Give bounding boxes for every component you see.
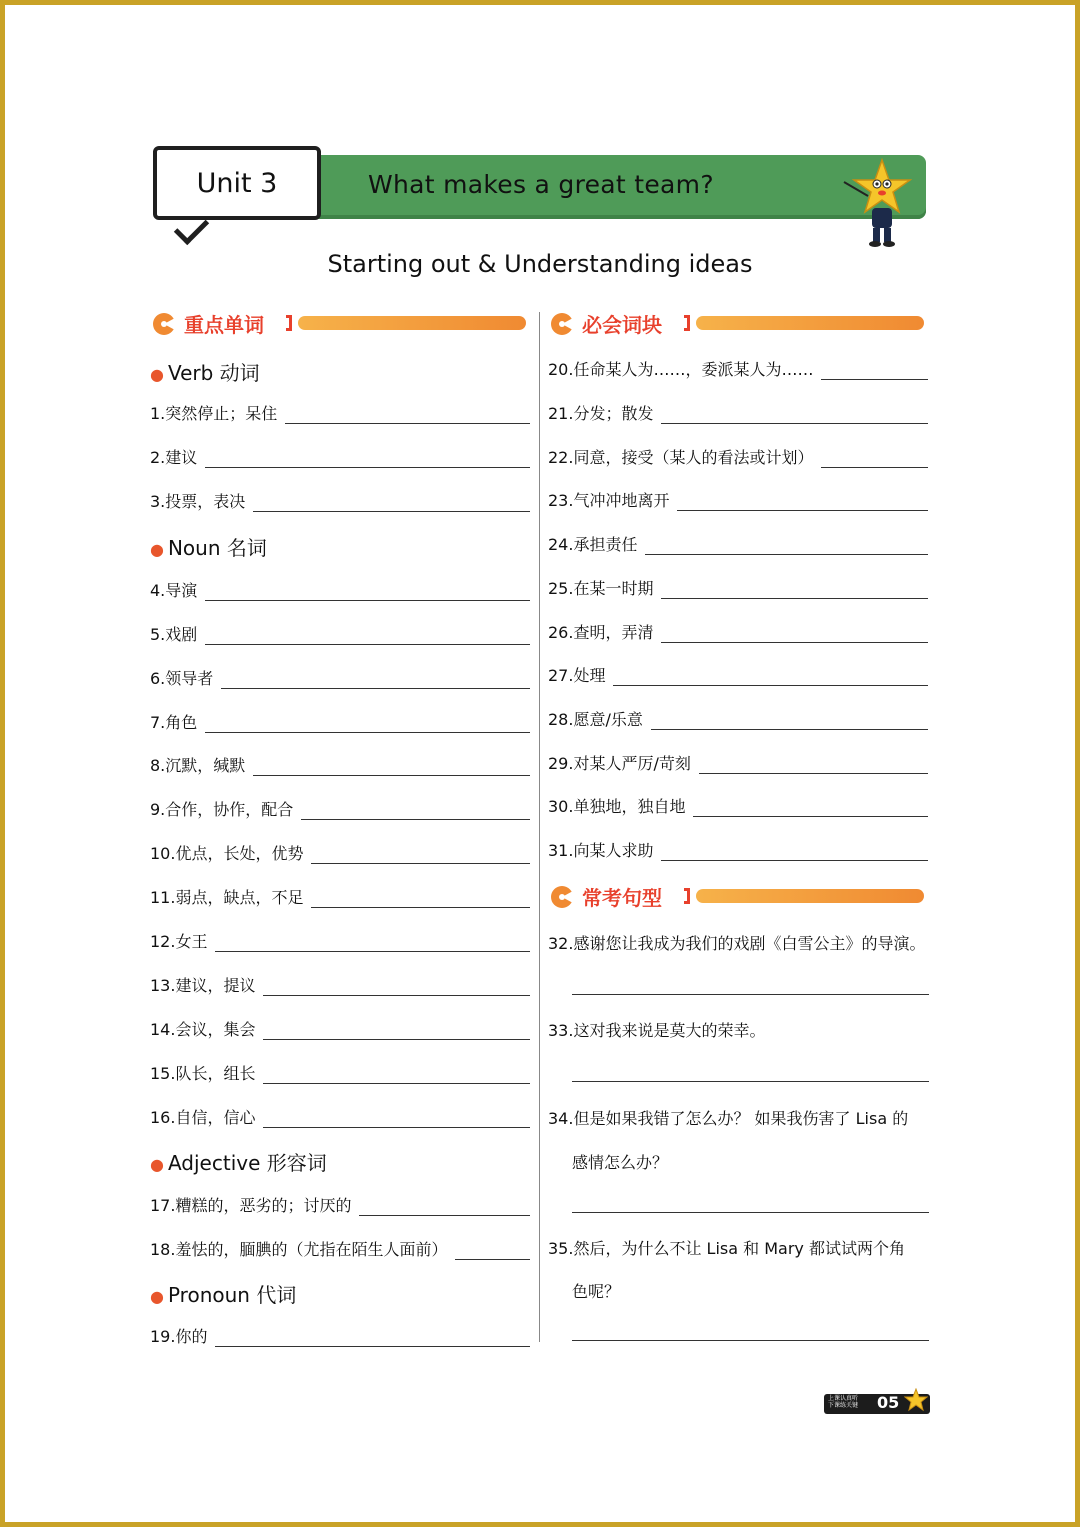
item-label: 10.优点，长处，优势 bbox=[150, 844, 304, 863]
vocab-item-5 bbox=[150, 621, 530, 645]
section-header-phrases bbox=[550, 310, 924, 338]
section-bar bbox=[298, 316, 526, 330]
vocab-item-13 bbox=[150, 972, 530, 996]
item-label: 5.戏剧 bbox=[150, 625, 198, 644]
item-label: 12.女王 bbox=[150, 932, 208, 951]
bracket-decoration bbox=[684, 888, 690, 904]
item-label: 23.气冲冲地离开 bbox=[548, 491, 670, 510]
phrase-item-24 bbox=[548, 531, 928, 555]
section-header-sentences bbox=[550, 883, 924, 911]
footer-tagline bbox=[828, 1395, 858, 1409]
phrase-item-28 bbox=[548, 706, 928, 730]
star-mascot-icon bbox=[842, 156, 916, 248]
section-title-sentences: 常考句型 bbox=[582, 886, 662, 910]
footer-tagline-2: 下课练关键 bbox=[828, 1402, 859, 1409]
answer-blank[interactable] bbox=[285, 409, 530, 424]
phrase-item-20 bbox=[548, 356, 928, 380]
answer-blank[interactable] bbox=[311, 893, 530, 908]
section-bar bbox=[696, 316, 924, 330]
footer-tagline-1: 上课认真听 bbox=[828, 1395, 859, 1402]
phrase-item-21 bbox=[548, 400, 928, 424]
vocab-item-12 bbox=[150, 928, 530, 952]
answer-blank[interactable] bbox=[661, 628, 928, 643]
answer-blank[interactable] bbox=[221, 674, 530, 689]
answer-line-35[interactable] bbox=[572, 1340, 929, 1341]
item-label: 28.愿意/乐意 bbox=[548, 710, 643, 729]
sentence-35-line1: 35.然后，为什么不让 Lisa 和 Mary 都试试两个角 bbox=[548, 1239, 905, 1258]
vocab-item-4 bbox=[150, 577, 530, 601]
item-label: 27.处理 bbox=[548, 666, 606, 685]
item-label: 1.突然停止；呆住 bbox=[150, 404, 278, 423]
answer-blank[interactable] bbox=[677, 496, 928, 511]
category-label: Adjective 形容词 bbox=[167, 1151, 327, 1175]
answer-blank[interactable] bbox=[253, 497, 530, 512]
vocab-item-16 bbox=[150, 1104, 530, 1128]
answer-blank[interactable] bbox=[821, 453, 928, 468]
section-bar bbox=[696, 889, 924, 903]
vocab-item-2 bbox=[150, 444, 530, 468]
sentence-33: 33.这对我来说是莫大的荣幸。 bbox=[548, 1021, 766, 1040]
vocab-item-15 bbox=[150, 1060, 530, 1084]
bracket-decoration bbox=[684, 315, 690, 331]
answer-blank[interactable] bbox=[613, 671, 928, 686]
phrase-item-27 bbox=[548, 662, 928, 686]
vocab-item-1 bbox=[150, 400, 530, 424]
phrase-item-30 bbox=[548, 793, 928, 817]
footer-star-icon bbox=[904, 1388, 928, 1412]
vocab-item-8 bbox=[150, 752, 530, 776]
section-title-phrases: 必会词块 bbox=[582, 313, 662, 337]
answer-blank[interactable] bbox=[205, 718, 530, 733]
answer-blank[interactable] bbox=[455, 1245, 530, 1260]
vocab-item-10 bbox=[150, 840, 530, 864]
page-number: 05 bbox=[877, 1393, 900, 1412]
sentence-35-line2: 色呢？ bbox=[572, 1282, 621, 1301]
item-label: 15.队长，组长 bbox=[150, 1064, 256, 1083]
phrase-item-25 bbox=[548, 575, 928, 599]
page-footer bbox=[824, 1390, 930, 1416]
answer-blank[interactable] bbox=[263, 981, 530, 996]
category-noun bbox=[150, 532, 267, 561]
item-label: 18.羞怯的，腼腆的（尤指在陌生人面前） bbox=[150, 1240, 448, 1259]
item-label: 6.领导者 bbox=[150, 669, 214, 688]
page-subtitle: Starting out & Understanding ideas bbox=[327, 250, 753, 278]
vocab-item-11 bbox=[150, 884, 530, 908]
item-label: 11.弱点，缺点，不足 bbox=[150, 888, 304, 907]
vocab-item-7 bbox=[150, 709, 530, 733]
vocab-item-19 bbox=[150, 1323, 530, 1347]
bullet-dot: ● bbox=[150, 540, 164, 559]
sentence-34-line1: 34.但是如果我错了怎么办？ 如果我伤害了 Lisa 的 bbox=[548, 1109, 909, 1128]
item-label: 3.投票，表决 bbox=[150, 492, 246, 511]
category-label: Noun 名词 bbox=[167, 536, 267, 560]
category-verb bbox=[150, 357, 260, 386]
category-label: Verb 动词 bbox=[167, 361, 260, 385]
vocab-item-14 bbox=[150, 1016, 530, 1040]
unit-title: What makes a great team? bbox=[368, 170, 714, 199]
category-label: Pronoun 代词 bbox=[167, 1283, 297, 1307]
phrase-item-29 bbox=[548, 750, 928, 774]
sentence-32: 32.感谢您让我成为我们的戏剧《白雪公主》的导演。 bbox=[548, 934, 926, 953]
unit-label: Unit 3 bbox=[153, 146, 321, 220]
vocab-item-9 bbox=[150, 796, 530, 820]
item-label: 16.自信，信心 bbox=[150, 1108, 256, 1127]
phrase-item-26 bbox=[548, 619, 928, 643]
category-pronoun bbox=[150, 1279, 296, 1308]
answer-blank[interactable] bbox=[263, 1113, 530, 1128]
item-label: 20.任命某人为……，委派某人为…… bbox=[548, 360, 814, 379]
answer-blank[interactable] bbox=[661, 846, 928, 861]
answer-blank[interactable] bbox=[215, 1332, 530, 1347]
item-label: 17.糟糕的，恶劣的；讨厌的 bbox=[150, 1196, 352, 1215]
section-title-vocab: 重点单词 bbox=[184, 313, 264, 337]
column-divider bbox=[539, 312, 540, 1342]
bullet-dot: ● bbox=[150, 1155, 164, 1174]
answer-blank[interactable] bbox=[821, 365, 928, 380]
answer-blank[interactable] bbox=[651, 715, 928, 730]
phrase-item-31 bbox=[548, 837, 928, 861]
item-label: 7.角色 bbox=[150, 713, 198, 732]
vocab-item-18 bbox=[150, 1236, 530, 1260]
answer-blank[interactable] bbox=[645, 540, 928, 555]
section-badge-icon bbox=[550, 312, 574, 336]
answer-blank[interactable] bbox=[205, 453, 530, 468]
item-label: 30.单独地，独自地 bbox=[548, 797, 686, 816]
answer-blank[interactable] bbox=[693, 802, 928, 817]
item-label: 31.向某人求助 bbox=[548, 841, 654, 860]
answer-blank[interactable] bbox=[311, 849, 530, 864]
bullet-dot: ● bbox=[150, 365, 164, 384]
answer-line-34[interactable] bbox=[572, 1212, 929, 1213]
category-adjective bbox=[150, 1147, 327, 1176]
answer-blank[interactable] bbox=[253, 761, 530, 776]
answer-blank[interactable] bbox=[699, 759, 928, 774]
section-badge-icon bbox=[152, 312, 176, 336]
phrase-item-23 bbox=[548, 487, 928, 511]
answer-blank[interactable] bbox=[661, 584, 928, 599]
item-label: 22.同意，接受（某人的看法或计划） bbox=[548, 448, 814, 467]
item-label: 2.建议 bbox=[150, 448, 198, 467]
item-label: 21.分发；散发 bbox=[548, 404, 654, 423]
bullet-dot: ● bbox=[150, 1287, 164, 1306]
phrase-item-22 bbox=[548, 444, 928, 468]
answer-blank[interactable] bbox=[263, 1069, 530, 1084]
item-label: 14.会议，集会 bbox=[150, 1020, 256, 1039]
item-label: 4.导演 bbox=[150, 581, 198, 600]
answer-blank[interactable] bbox=[661, 409, 928, 424]
vocab-item-17 bbox=[150, 1192, 530, 1216]
answer-line-32[interactable] bbox=[572, 994, 929, 995]
answer-blank[interactable] bbox=[359, 1201, 530, 1216]
answer-blank[interactable] bbox=[215, 937, 530, 952]
item-label: 26.查明，弄清 bbox=[548, 623, 654, 642]
section-header-vocab bbox=[152, 310, 526, 338]
item-label: 19.你的 bbox=[150, 1327, 208, 1346]
vocab-item-6 bbox=[150, 665, 530, 689]
item-label: 25.在某一时期 bbox=[548, 579, 654, 598]
item-label: 13.建议，提议 bbox=[150, 976, 256, 995]
answer-blank[interactable] bbox=[205, 630, 530, 645]
item-label: 8.沉默，缄默 bbox=[150, 756, 246, 775]
answer-line-33[interactable] bbox=[572, 1081, 929, 1082]
answer-blank[interactable] bbox=[263, 1025, 530, 1040]
item-label: 9.合作，协作，配合 bbox=[150, 800, 294, 819]
item-label: 24.承担责任 bbox=[548, 535, 638, 554]
bracket-decoration bbox=[286, 315, 292, 331]
sentence-34-line2: 感情怎么办？ bbox=[572, 1153, 669, 1172]
section-badge-icon bbox=[550, 885, 574, 909]
vocab-item-3 bbox=[150, 488, 530, 512]
answer-blank[interactable] bbox=[205, 586, 530, 601]
item-label: 29.对某人严厉/苛刻 bbox=[548, 754, 691, 773]
answer-blank[interactable] bbox=[301, 805, 530, 820]
